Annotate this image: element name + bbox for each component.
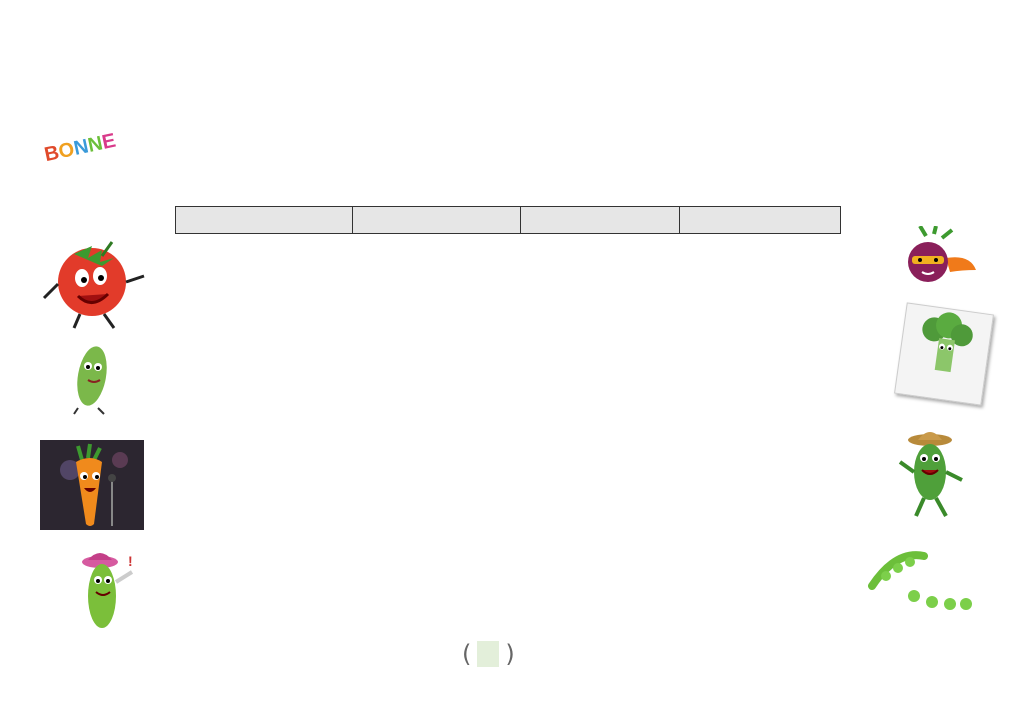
- pea-pod-character-image: [70, 546, 142, 632]
- monsieur-concombre-image: [886, 428, 982, 538]
- vegetarian-legend: [462, 640, 521, 668]
- beet-hero-image: [886, 226, 980, 292]
- bonne-rentree-banner-image: [24, 56, 226, 192]
- week-header-row: [176, 207, 841, 234]
- peas-running-image: [866, 546, 976, 612]
- broccoli-card-image: [894, 302, 994, 405]
- svg-text:BONNE: BONNE: [42, 129, 118, 167]
- svg-text:!: !: [128, 553, 133, 569]
- week-header: [680, 207, 841, 234]
- vegetarian-swatch: [477, 641, 499, 667]
- tomato-character-image: [40, 232, 150, 332]
- banner-letter: B: [42, 141, 62, 167]
- week-header: [353, 207, 521, 234]
- week-header: [176, 207, 353, 234]
- madame-courgette-image: [58, 336, 128, 432]
- legend-paren-right: ): [505, 640, 515, 668]
- carrot-singer-image: [40, 440, 144, 530]
- menu-table: [175, 206, 841, 234]
- legend-paren-left: (: [462, 640, 472, 668]
- week-header: [521, 207, 680, 234]
